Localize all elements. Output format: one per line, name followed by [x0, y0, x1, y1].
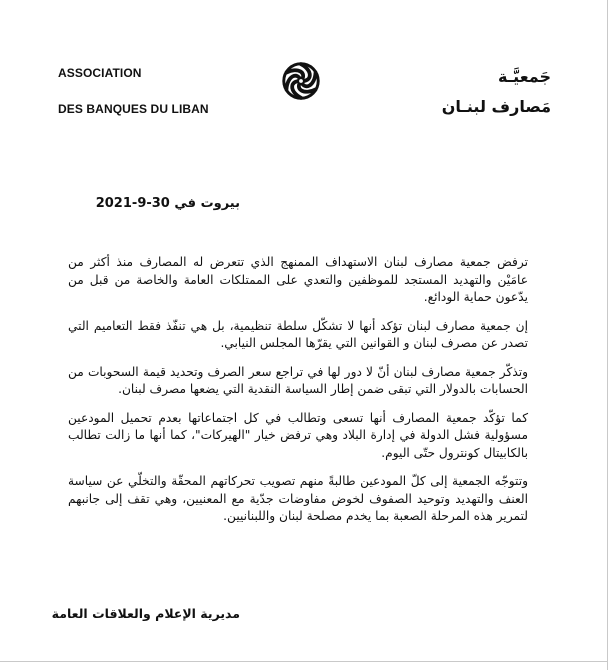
letter-body: [68, 254, 528, 537]
paragraph: إن جمعية مصارف لبنان تؤكد أنها لا تشكّل سلطة تنظيمية، بل هي تنفّذ فقط التعاميم التي تصدر عن مصرف لبنان و القوانين التي يقرّها المجلس النيابي.: [68, 318, 528, 350]
english-association-name: [58, 66, 209, 138]
page-border-bottom: [0, 661, 608, 662]
english-name-line-1: ASSOCIATION: [58, 66, 142, 80]
signature-department: مديرية الإعلام والعلاقات العامة: [51, 606, 240, 621]
page-border-right: [607, 0, 608, 670]
letter-date: بيروت في 30-9-2021: [95, 196, 240, 211]
arabic-name-line-2: مَصارف لبنـان: [441, 97, 551, 116]
english-name-line-2: DES BANQUES DU LIBAN: [58, 102, 209, 116]
paragraph: وتتوجّه الجمعية إلى كلّ المودعين طالبةً منهم تصويب تحركاتهم المحقّة والتخلّي عن سياسة العنف والتهديد وتوحيد الصفوف لخوض مفاوضات جدّية مع المعنيين، وهي تقف إلى جانبهم لتمرير هذه المرحلة الصعبة بما يخدم مصلحة لبنان واللبنانيين.: [68, 474, 528, 523]
paragraph: كما تؤكّد جمعية المصارف أنها تسعى وتطالب في كل اجتماعاتها بعدم تحميل المودعين مسؤولية فشل الدولة في إدارة البلاد وهي ترفض خيار "الهيركات"، كما أنها ما زالت تطالب بالكابيتال كونترول حتّى اليوم.: [68, 410, 528, 460]
arabic-association-name: [442, 62, 551, 122]
arabic-name-line-1: جَمعيَّـة: [498, 67, 551, 86]
paragraph: ترفض جمعية مصارف لبنان الاستهداف الممنهج الذي تتعرض له المصارف منذ أكثر من عامَيْن والتهديد المستجد للموظفين والتعدي على الممتلكات العامة والخاصة من قبل من يدّعون حماية الودائع.: [68, 255, 528, 304]
abl-knot-emblem-icon: [280, 60, 322, 102]
paragraph: وتذكّر جمعية مصارف لبنان أنّ لا دور لها في تراجع سعر الصرف وتحديد قيمة السحوبات من الحسابات بالدولار التي تبقى ضمن إطار السياسة النقدية التي يضعها مصرف لبنان.: [68, 364, 528, 396]
